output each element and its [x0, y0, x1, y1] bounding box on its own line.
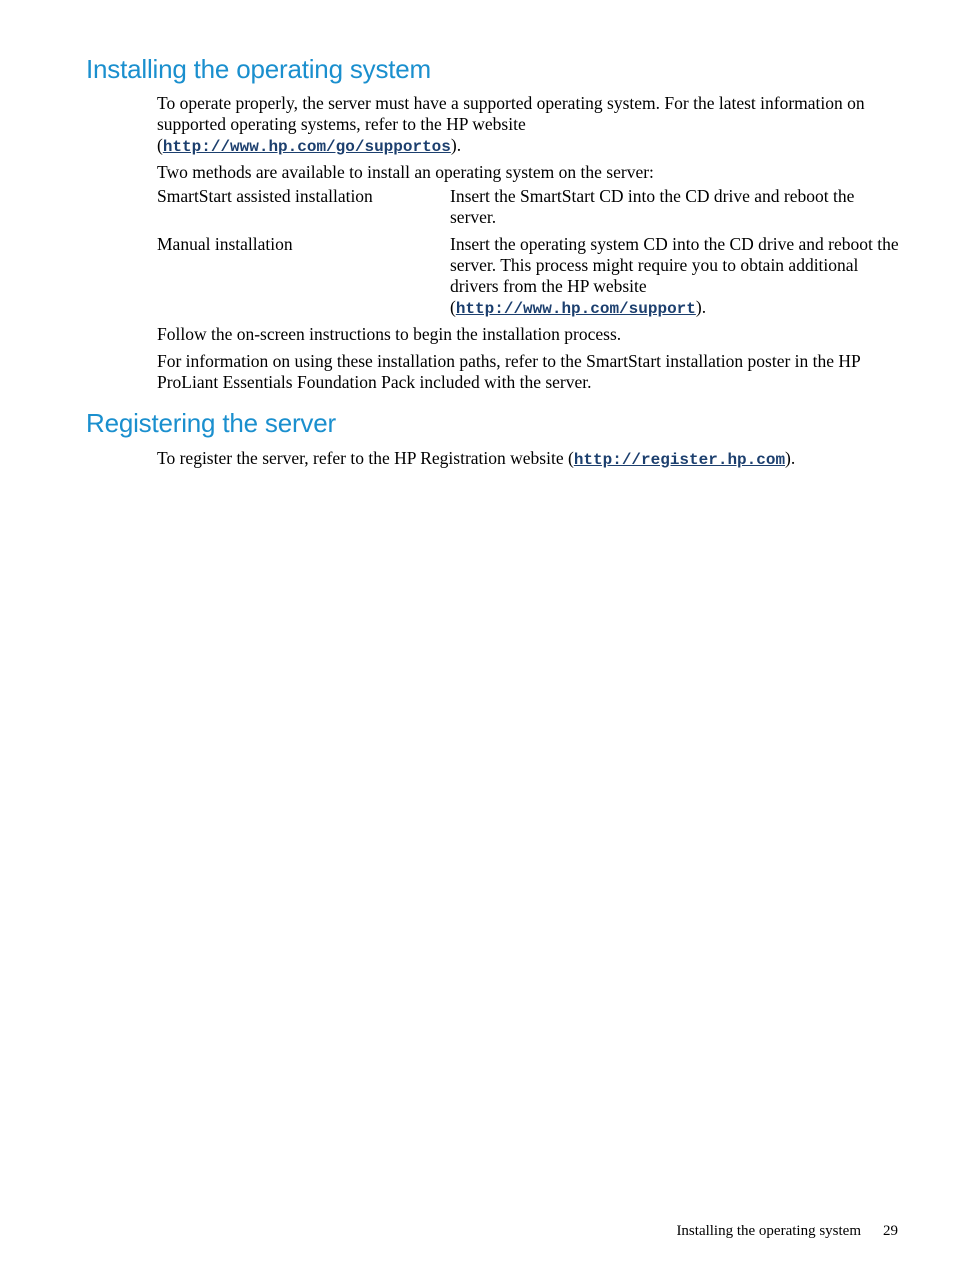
- section-title-registering: Registering the server: [86, 408, 336, 438]
- method-desc-smartstart: Insert the SmartStart CD into the CD drive and reboot the server.: [450, 186, 855, 227]
- footer-section-title: Installing the operating system: [676, 1223, 861, 1239]
- page-number: 29: [883, 1223, 898, 1239]
- section-title-installing-os: Installing the operating system: [86, 54, 431, 84]
- paragraph-supported-os: To operate properly, the server must have a supported operating system. For the latest information on supported operating systems, refer to the HP website (http://www.hp.com/go/supportos).: [157, 93, 865, 156]
- paragraph-register: To register the server, refer to the HP Registration website (http://register.hp.com).: [157, 448, 796, 469]
- support-link[interactable]: http://www.hp.com/support: [455, 300, 696, 318]
- paragraph-text: To operate properly, the server must have a supported operating system. For the latest information on supported operating systems, refer to the HP website: [157, 93, 865, 134]
- paragraph-installation-paths: For information on using these installation paths, refer to the SmartStart installation poster in the HP ProLiant Essentials Foundation Pack included with the server.: [157, 351, 861, 392]
- supportos-link[interactable]: http://www.hp.com/go/supportos: [162, 138, 451, 156]
- method-label-manual: Manual installation: [157, 234, 293, 254]
- page-footer: [560, 1221, 898, 1241]
- method-desc-manual: Insert the operating system CD into the CD drive and reboot the server. This process might require you to obtain additional drivers from the HP website (http://www.hp.com/support).: [450, 234, 899, 318]
- paragraph-methods-intro: Two methods are available to install an operating system on the server:: [157, 162, 654, 182]
- register-link[interactable]: http://register.hp.com: [573, 451, 786, 469]
- method-label-smartstart: SmartStart assisted installation: [157, 186, 373, 206]
- paragraph-follow-instructions: Follow the on-screen instructions to begin the installation process.: [157, 324, 622, 344]
